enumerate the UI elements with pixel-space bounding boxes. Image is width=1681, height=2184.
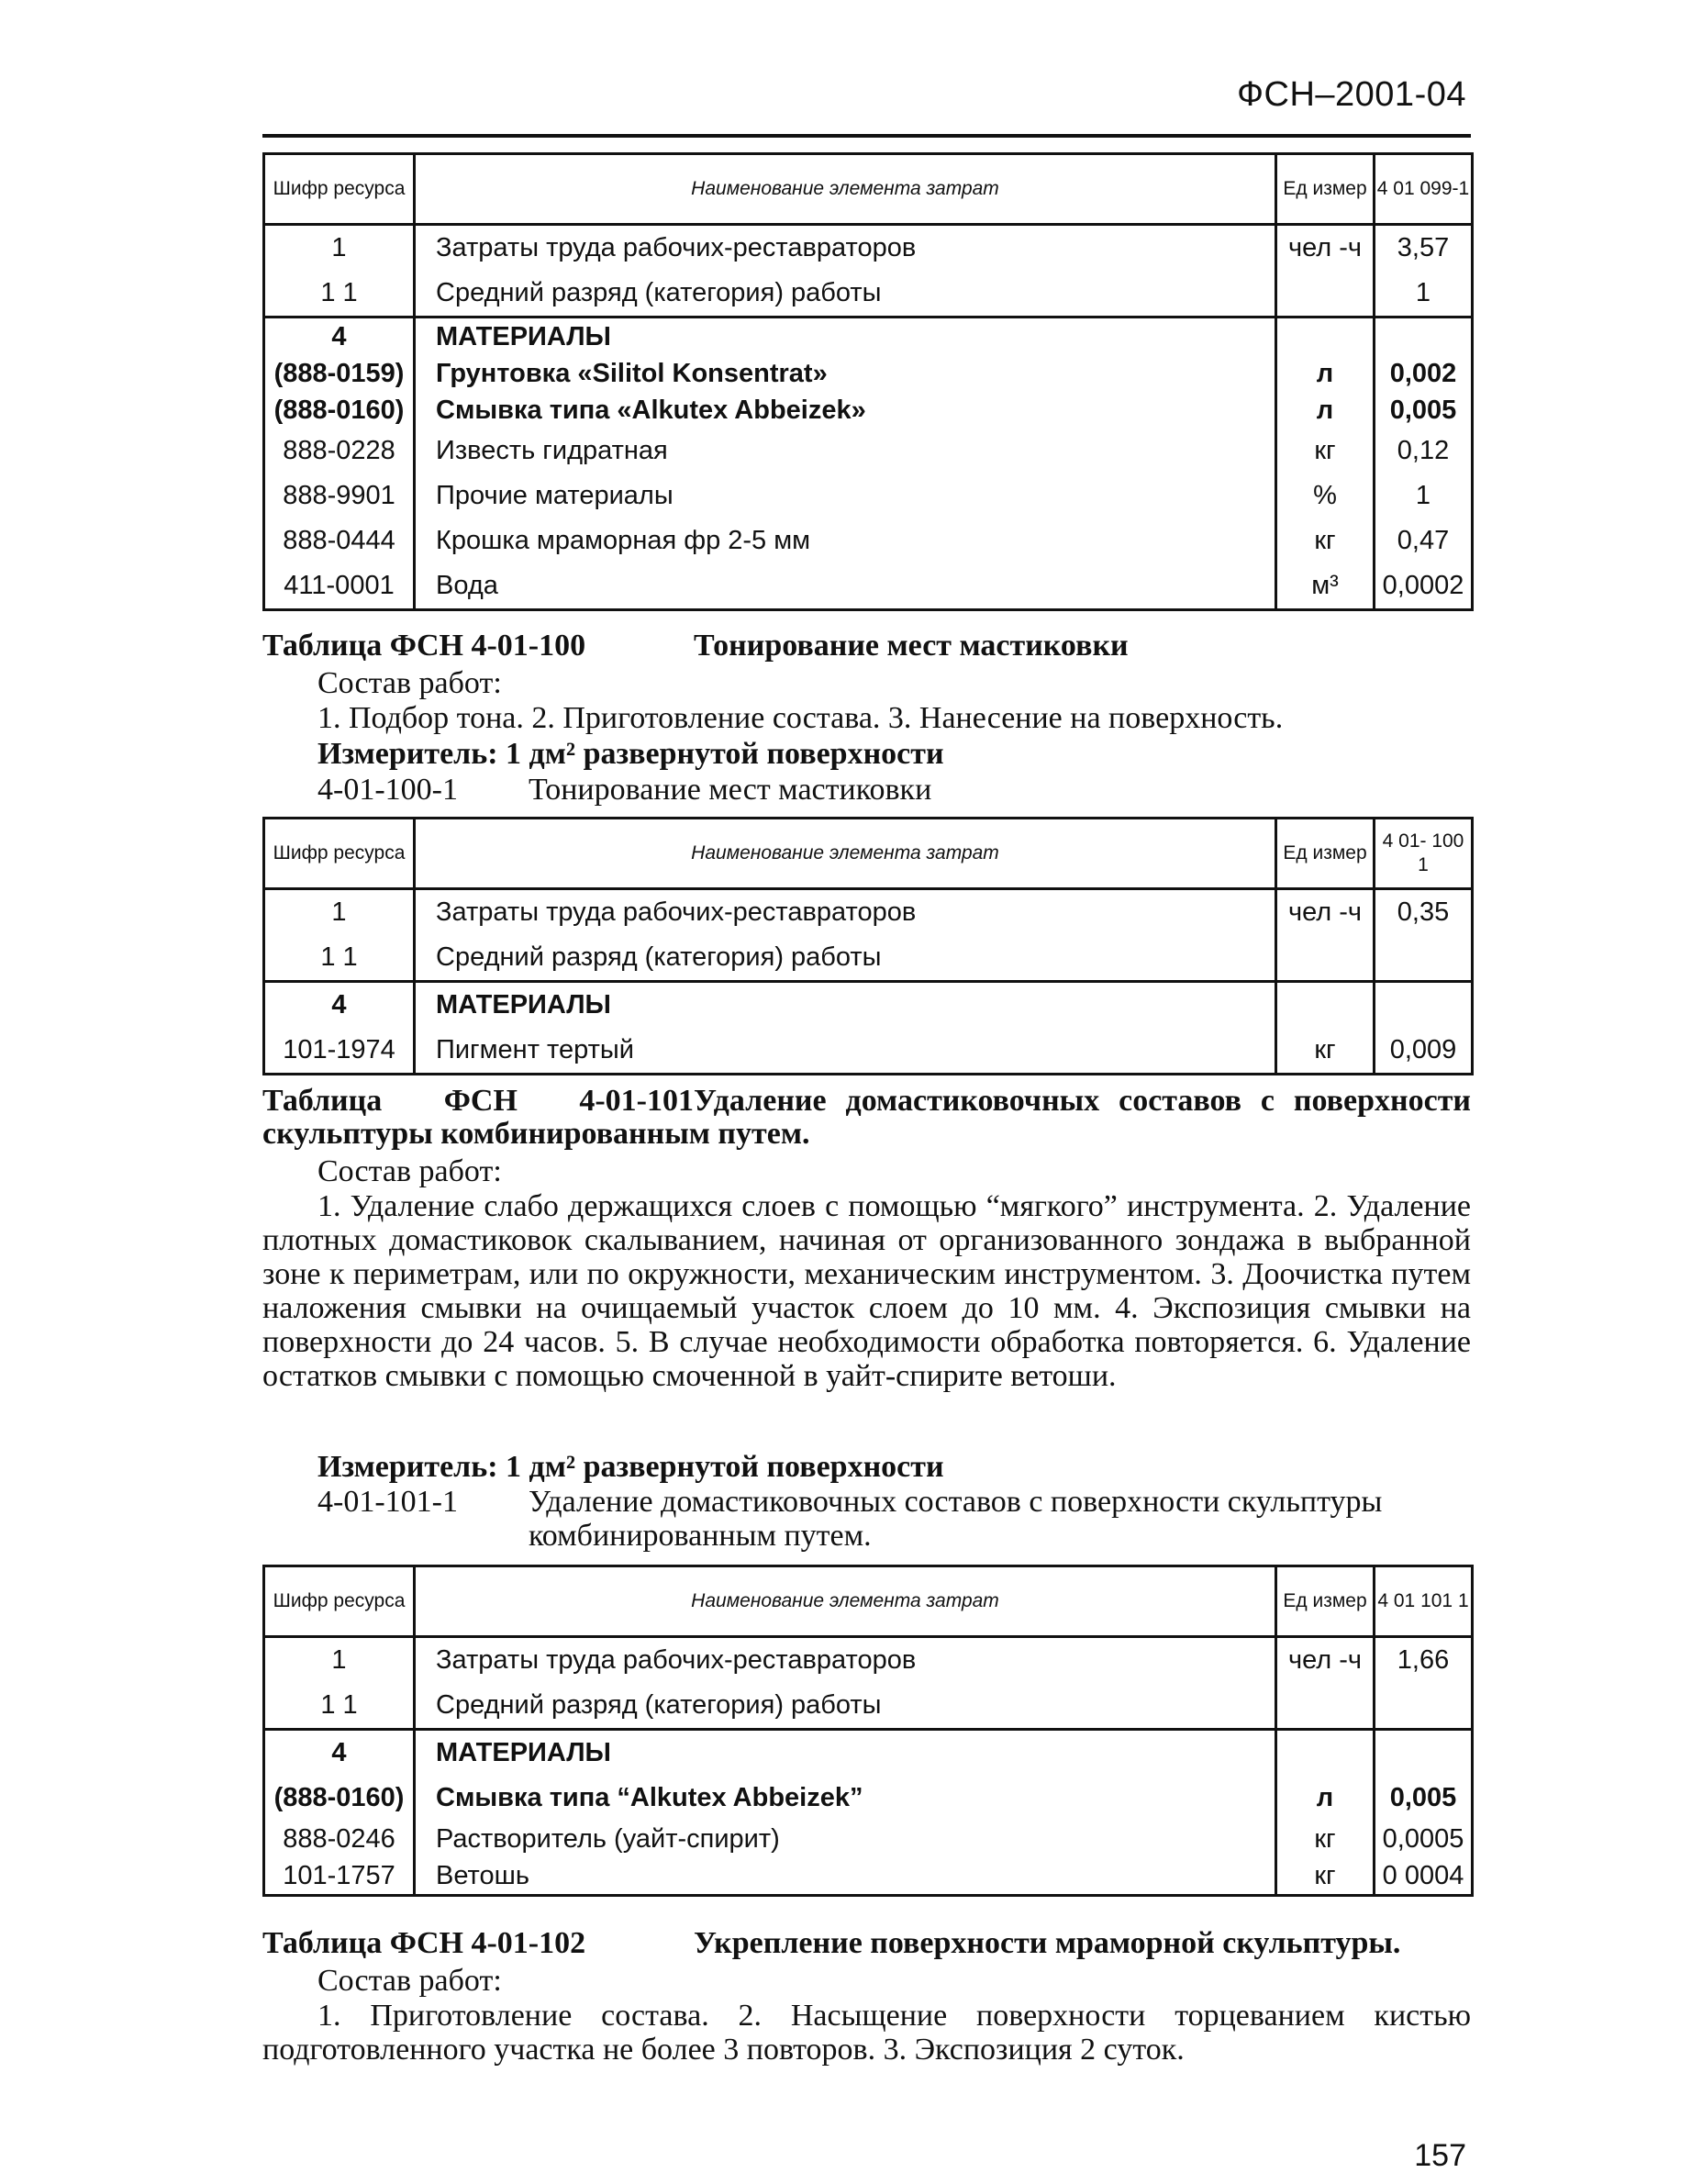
cell-unit xyxy=(1276,1730,1375,1777)
table-caption-4-01-100 xyxy=(262,630,1471,663)
cell-name: Затраты труда рабочих-реставраторов xyxy=(415,1637,1276,1684)
table-title: Укрепление поверхности мраморной скульптуры. xyxy=(694,1926,1401,1960)
cell-code: (888-0160) xyxy=(264,1776,415,1821)
table-caption-4-01-101 xyxy=(262,1085,1471,1151)
cell-unit xyxy=(1276,982,1375,1029)
cell-unit: кг xyxy=(1276,1821,1375,1857)
cell-code: 888-0246 xyxy=(264,1821,415,1857)
table-row xyxy=(264,318,1473,356)
cell-value: 0,002 xyxy=(1375,355,1473,392)
table-header-row xyxy=(264,1566,1473,1637)
cell-code: 4 xyxy=(264,1730,415,1777)
cell-value: 1 xyxy=(1375,271,1473,318)
header-norm-code: 4 01 099-1 xyxy=(1375,154,1473,225)
cell-code: 888-0444 xyxy=(264,518,415,563)
header-name: Наименование элемента затрат xyxy=(415,819,1276,889)
table-row xyxy=(264,355,1473,392)
cell-name: МАТЕРИАЛЫ xyxy=(415,1730,1276,1777)
cell-code: 1 1 xyxy=(264,1683,415,1730)
cell-unit: л xyxy=(1276,1776,1375,1821)
header-norm-code: 4 01- 100 1 xyxy=(1375,819,1473,889)
header-name: Наименование элемента затрат xyxy=(415,154,1276,225)
cell-code: 101-1974 xyxy=(264,1028,415,1075)
table-row xyxy=(264,1028,1473,1075)
cell-code: 1 xyxy=(264,889,415,936)
table-row xyxy=(264,518,1473,563)
page-number: 157 xyxy=(1414,2138,1466,2173)
cell-code: 1 xyxy=(264,1637,415,1684)
cell-name: МАТЕРИАЛЫ xyxy=(415,318,1276,356)
header-unit: Ед измер xyxy=(1276,154,1375,225)
header-norm-code: 4 01 101 1 xyxy=(1375,1566,1473,1637)
norm-line xyxy=(317,773,1471,807)
cell-code: 4 xyxy=(264,982,415,1029)
table-row xyxy=(264,1821,1473,1857)
header-name: Наименование элемента затрат xyxy=(415,1566,1276,1637)
work-label: Состав работ: xyxy=(317,1964,502,1998)
cell-code: 4 xyxy=(264,318,415,356)
table-title-line-1: Удаление домастиковочных составов с поверхности xyxy=(694,1084,1471,1118)
measure-unit: Измеритель: 1 дм² развернутой поверхности xyxy=(317,737,944,771)
cell-unit xyxy=(1276,1683,1375,1730)
cell-value: 0,005 xyxy=(1375,392,1473,429)
cell-name: Смывка типа «Alkutex Abbeizek» xyxy=(415,392,1276,429)
norm-title: Тонирование мест мастиковки xyxy=(529,773,932,807)
table-row xyxy=(264,429,1473,474)
table-number: Таблица ФСН 4-01-102 xyxy=(262,1926,586,1960)
cell-code: 1 1 xyxy=(264,271,415,318)
cell-name: Затраты труда рабочих-реставраторов xyxy=(415,225,1276,272)
cell-unit: кг xyxy=(1276,1028,1375,1075)
table-row xyxy=(264,1637,1473,1684)
cell-value xyxy=(1375,1730,1473,1777)
work-label: Состав работ: xyxy=(317,1154,502,1188)
work-text: 1. Удаление слабо держащихся слоев с помощью “мягкого” инструмента. 2. Удаление плотных домастиковок скалыванием, начиная от организованного зондажа в выбранной зоне к периметрам, или по окружности, механическим инструментом. 3. Доочистка путем наложения смывки на очищаемый участок слоем до 10 мм. 4. Экспозиция смывки на поверхности до 24 часов. 5. В случае необходимости обработка повторяется. 6. Удаление остатков смывки с помощью смоченной в уайт-спирите ветоши. xyxy=(262,1189,1471,1393)
cell-name: Затраты труда рабочих-реставраторов xyxy=(415,889,1276,936)
cell-unit: кг xyxy=(1276,1857,1375,1896)
cell-code: 411-0001 xyxy=(264,563,415,610)
table-row xyxy=(264,271,1473,318)
cell-code: (888-0160) xyxy=(264,392,415,429)
cell-value xyxy=(1375,935,1473,982)
header-code: Шифр ресурса xyxy=(264,154,415,225)
cell-value: 1 xyxy=(1375,474,1473,518)
norm-code: 4-01-100-1 xyxy=(317,773,458,807)
cell-unit: л xyxy=(1276,355,1375,392)
cell-value: 0,0005 xyxy=(1375,1821,1473,1857)
table-number: Таблица ФСН 4-01-101 xyxy=(262,1084,694,1118)
table-header-row xyxy=(264,154,1473,225)
resource-table-4-01-101 xyxy=(262,1565,1474,1897)
document-code: ФСН–2001-04 xyxy=(1237,75,1466,114)
cell-unit: чел -ч xyxy=(1276,889,1375,936)
cell-value: 0,005 xyxy=(1375,1776,1473,1821)
cell-code: 1 xyxy=(264,225,415,272)
measure-unit: Измеритель: 1 дм² развернутой поверхности xyxy=(317,1450,944,1484)
cell-unit: кг xyxy=(1276,518,1375,563)
norm-code: 4-01-101-1 xyxy=(317,1485,458,1519)
cell-unit xyxy=(1276,318,1375,356)
table-row xyxy=(264,935,1473,982)
cell-code: 888-0228 xyxy=(264,429,415,474)
work-text: 1. Подбор тона. 2. Приготовление состава. 3. Нанесение на поверхность. xyxy=(317,701,1284,735)
header-code: Шифр ресурса xyxy=(264,1566,415,1637)
table-row xyxy=(264,474,1473,518)
cell-value: 0,35 xyxy=(1375,889,1473,936)
work-label: Состав работ: xyxy=(317,666,502,700)
table-row xyxy=(264,392,1473,429)
resource-table-4-01-100 xyxy=(262,817,1474,1075)
table-row xyxy=(264,1857,1473,1896)
header-unit: Ед измер xyxy=(1276,1566,1375,1637)
cell-unit xyxy=(1276,935,1375,982)
cell-name: Средний разряд (категория) работы xyxy=(415,271,1276,318)
cell-name: Вода xyxy=(415,563,1276,610)
cell-code: (888-0159) xyxy=(264,355,415,392)
cell-name: Ветошь xyxy=(415,1857,1276,1896)
cell-name: Средний разряд (категория) работы xyxy=(415,935,1276,982)
cell-name: Грунтовка «Silitol Konsentrat» xyxy=(415,355,1276,392)
cell-unit: л xyxy=(1276,392,1375,429)
table-row xyxy=(264,1776,1473,1821)
cell-code: 101-1757 xyxy=(264,1857,415,1896)
table-header-row xyxy=(264,819,1473,889)
cell-name: Прочие материалы xyxy=(415,474,1276,518)
norm-title: Удаление домастиковочных составов с поверхности скульптуры комбинированным путем. xyxy=(529,1485,1383,1553)
cell-unit: м³ xyxy=(1276,563,1375,610)
cell-name: Пигмент тертый xyxy=(415,1028,1276,1075)
cell-unit: чел -ч xyxy=(1276,1637,1375,1684)
cell-unit xyxy=(1276,271,1375,318)
header-code: Шифр ресурса xyxy=(264,819,415,889)
table-row xyxy=(264,563,1473,610)
cell-value xyxy=(1375,1683,1473,1730)
cell-value: 0 0004 xyxy=(1375,1857,1473,1896)
cell-value xyxy=(1375,318,1473,356)
cell-value: 0,0002 xyxy=(1375,563,1473,610)
work-text: 1. Приготовление состава. 2. Насыщение поверхности торцеванием кистью подготовленного участка не более 3 повторов. 3. Экспозиция 2 суток. xyxy=(262,1999,1471,2067)
table-row xyxy=(264,225,1473,272)
cell-unit: % xyxy=(1276,474,1375,518)
cell-value: 1,66 xyxy=(1375,1637,1473,1684)
table-row xyxy=(264,889,1473,936)
header-unit: Ед измер xyxy=(1276,819,1375,889)
cell-name: Смывка типа “Alkutex Abbeizek” xyxy=(415,1776,1276,1821)
table-row xyxy=(264,1683,1473,1730)
cell-value: 3,57 xyxy=(1375,225,1473,272)
table-row xyxy=(264,982,1473,1029)
table-caption-4-01-102 xyxy=(262,1927,1471,1960)
cell-code: 1 1 xyxy=(264,935,415,982)
cell-value: 0,009 xyxy=(1375,1028,1473,1075)
header-rule xyxy=(262,134,1471,138)
table-row xyxy=(264,1730,1473,1777)
norm-line xyxy=(317,1485,1471,1553)
resource-table-4-01-099 xyxy=(262,152,1474,611)
cell-code: 888-9901 xyxy=(264,474,415,518)
cell-unit: чел -ч xyxy=(1276,225,1375,272)
table-title: Тонирование мест мастиковки xyxy=(694,629,1129,663)
cell-name: Известь гидратная xyxy=(415,429,1276,474)
cell-name: Растворитель (уайт-спирит) xyxy=(415,1821,1276,1857)
cell-unit: кг xyxy=(1276,429,1375,474)
cell-name: Средний разряд (категория) работы xyxy=(415,1683,1276,1730)
table-title-line-2: скульптуры комбинированным путем. xyxy=(262,1117,810,1151)
cell-name: Крошка мраморная фр 2-5 мм xyxy=(415,518,1276,563)
cell-value: 0,12 xyxy=(1375,429,1473,474)
cell-name: МАТЕРИАЛЫ xyxy=(415,982,1276,1029)
cell-value: 0,47 xyxy=(1375,518,1473,563)
cell-value xyxy=(1375,982,1473,1029)
table-number: Таблица ФСН 4-01-100 xyxy=(262,629,586,663)
